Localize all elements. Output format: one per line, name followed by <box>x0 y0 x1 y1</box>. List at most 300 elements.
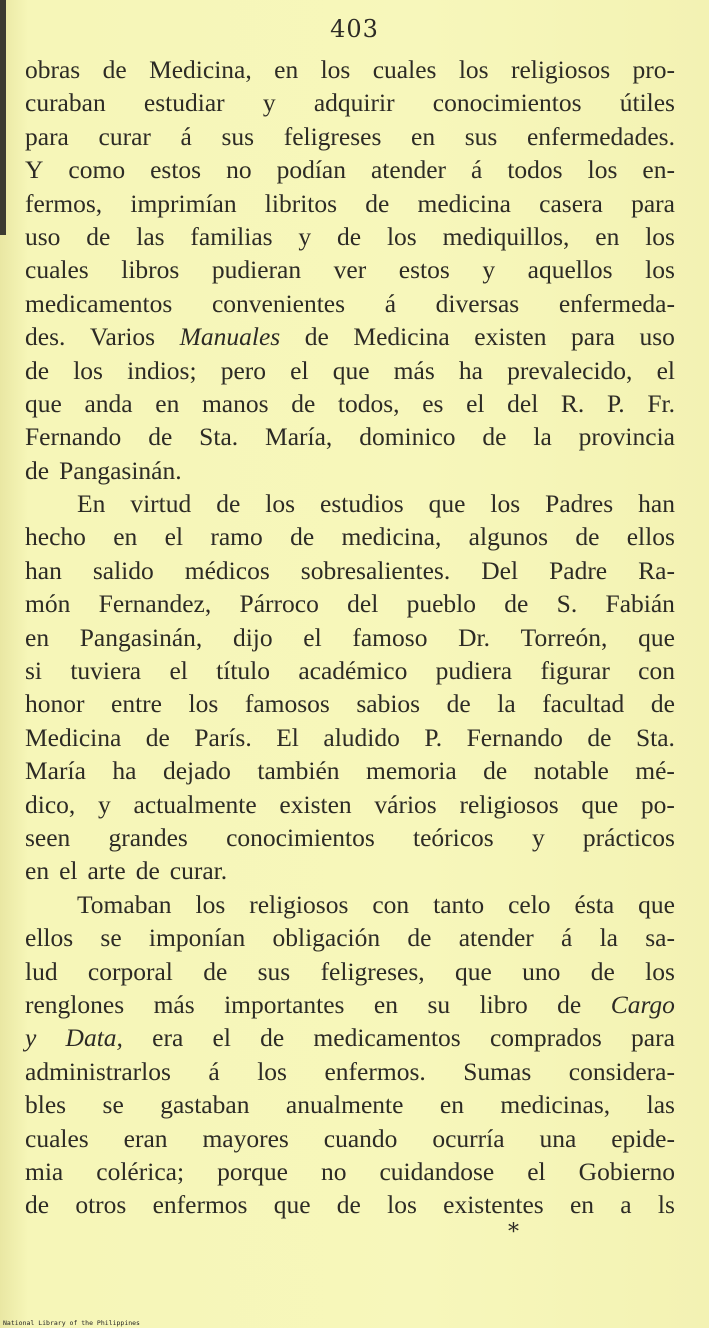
word: los <box>265 489 296 519</box>
word: religiosos <box>249 889 349 919</box>
word: hecho <box>25 522 86 552</box>
word: Gobierno <box>578 1156 675 1186</box>
text-line <box>25 1155 675 1188</box>
word: su <box>427 989 451 1019</box>
word: de <box>102 55 127 84</box>
word: para <box>631 188 675 218</box>
word: medicamentos <box>313 1023 461 1053</box>
text-line <box>25 1122 675 1155</box>
word: si <box>25 656 43 686</box>
word: Sumas <box>463 1056 532 1086</box>
word: conocimientos <box>432 88 582 118</box>
word: prácticos <box>582 822 675 852</box>
word: comprados <box>489 1023 602 1053</box>
word: uno <box>522 956 561 986</box>
word: de <box>291 388 316 418</box>
word: de <box>336 1190 361 1220</box>
word: cuales <box>372 55 437 84</box>
word: estos <box>398 255 450 285</box>
word: dico, <box>25 789 76 819</box>
text-line <box>25 320 675 353</box>
word: Torreón, <box>520 622 608 652</box>
word: pudiera <box>435 656 513 686</box>
word: es <box>422 388 444 418</box>
italic-word: y <box>25 1023 37 1053</box>
text-line <box>25 1055 675 1088</box>
word: ha <box>458 355 483 385</box>
word: de <box>290 522 315 552</box>
word: convenientes <box>211 288 346 318</box>
word: con <box>372 889 410 919</box>
word: que <box>25 388 62 418</box>
word: para <box>25 121 69 151</box>
page-number: 403 <box>330 15 379 43</box>
word: en <box>155 388 180 418</box>
word: honor <box>25 689 85 719</box>
word: y <box>482 255 496 285</box>
word: los <box>645 255 675 285</box>
word: curar. <box>169 856 228 886</box>
word: medicamentos <box>25 288 173 318</box>
word: María <box>25 756 86 786</box>
word: como <box>68 155 126 185</box>
word: el <box>59 856 78 886</box>
word: á <box>561 923 573 953</box>
word: y <box>98 789 111 819</box>
word: Ra- <box>638 555 675 585</box>
text-line <box>25 587 675 620</box>
word: y <box>298 221 312 251</box>
word: no <box>320 1156 347 1186</box>
word: món <box>25 589 71 619</box>
word: salido <box>92 555 154 585</box>
word: estudios <box>320 489 404 519</box>
word: enfermos. <box>324 1056 426 1086</box>
word: cuales <box>25 1123 89 1153</box>
word: el <box>212 1023 231 1053</box>
word: existen <box>474 322 547 352</box>
word: aludido <box>323 722 400 752</box>
word: los <box>386 221 417 251</box>
word: feligreses <box>283 121 382 151</box>
word: enfermeda- <box>558 288 675 318</box>
word: enfermos <box>152 1190 248 1220</box>
word: la <box>497 689 516 719</box>
word: los <box>587 155 618 185</box>
word: mé- <box>635 756 675 786</box>
word: sabios <box>356 689 421 719</box>
text-line <box>25 287 675 320</box>
word: de <box>483 756 508 786</box>
text-line <box>25 1188 675 1221</box>
italic-word: Cargo <box>610 989 675 1019</box>
word: corporal <box>87 956 173 986</box>
word: útiles <box>619 88 675 118</box>
word: los <box>387 1190 417 1220</box>
word: para <box>571 322 615 352</box>
text-line <box>25 420 675 453</box>
word: cuales <box>25 255 89 285</box>
word: religiosos <box>510 55 611 84</box>
word: lud <box>25 956 58 986</box>
word: a <box>620 1190 632 1220</box>
word: provincia <box>578 422 675 452</box>
word: en <box>274 55 299 84</box>
word: cuando <box>323 1123 398 1153</box>
word: Fr. <box>647 388 675 418</box>
footnote-mark: * <box>508 1220 519 1245</box>
word: ésta <box>574 889 615 919</box>
word: los <box>645 956 675 986</box>
word: Medicina <box>25 722 122 752</box>
word: imponían <box>148 923 246 953</box>
italic-word: Data, <box>65 1023 123 1053</box>
word: gastaban <box>160 1090 250 1120</box>
word: En <box>77 489 106 519</box>
word: religiosos <box>459 789 559 819</box>
word: dijo <box>232 622 273 652</box>
word: en <box>569 1190 595 1220</box>
word: eran <box>123 1123 168 1153</box>
word: sobresalientes. <box>300 555 451 585</box>
word: algunos <box>468 522 548 552</box>
word: de <box>216 489 241 519</box>
word: médicos <box>184 555 270 585</box>
word: uso <box>639 322 675 352</box>
word: el <box>169 656 188 686</box>
word: mayores <box>202 1123 289 1153</box>
word: de <box>337 221 362 251</box>
word: grandes <box>108 822 188 852</box>
word: el <box>290 355 309 385</box>
word: atender <box>458 923 534 953</box>
word: que <box>638 622 675 652</box>
word: á <box>180 121 192 151</box>
word: los <box>257 1056 287 1086</box>
word: más <box>153 989 195 1019</box>
word: R. <box>560 388 585 418</box>
word: obligación <box>272 923 381 953</box>
word: enfermedades. <box>526 121 675 151</box>
word: á <box>384 288 397 318</box>
word: vários <box>374 789 437 819</box>
word: á <box>208 1056 220 1086</box>
word: con <box>638 656 675 686</box>
word: en <box>25 856 50 886</box>
word: en <box>595 221 620 251</box>
word: los <box>458 55 489 84</box>
word: de <box>25 355 50 385</box>
word: memoria <box>366 756 457 786</box>
word: Pangasinán. <box>59 455 182 485</box>
word: diversas <box>435 288 520 318</box>
word: que <box>454 956 492 986</box>
word: Sta. <box>199 422 239 452</box>
word: en <box>373 989 398 1019</box>
word: que <box>273 1190 311 1220</box>
word: actualmente <box>133 789 257 819</box>
word: en <box>25 622 50 652</box>
word: más <box>393 355 435 385</box>
body-text <box>25 53 675 1222</box>
word: dominico <box>359 422 456 452</box>
word: Fernando <box>466 722 563 752</box>
word: de <box>365 188 390 218</box>
word: tuviera <box>70 656 142 686</box>
text-line <box>25 654 675 687</box>
word: académico <box>298 656 408 686</box>
word: Del <box>481 555 519 585</box>
word: los <box>645 221 675 251</box>
word: famoso <box>352 622 428 652</box>
word: El <box>276 722 299 752</box>
word: los <box>320 55 351 84</box>
text-line <box>25 86 675 119</box>
word: el <box>656 355 675 385</box>
word: porque <box>217 1156 288 1186</box>
word: en <box>411 121 436 151</box>
word: en- <box>642 155 675 185</box>
word: de <box>135 856 160 886</box>
word: el <box>164 522 184 552</box>
text-line <box>25 1088 675 1121</box>
word: anda <box>84 388 133 418</box>
word: de <box>260 1023 285 1053</box>
word: de <box>407 923 432 953</box>
word: las <box>136 221 165 251</box>
word: mia <box>25 1156 64 1186</box>
word: las <box>646 1090 675 1120</box>
word: pero <box>220 355 267 385</box>
word: aquellos <box>527 255 613 285</box>
text-line <box>25 1021 675 1054</box>
word: notable <box>533 756 609 786</box>
word: los <box>73 355 103 385</box>
word: Sta. <box>635 722 675 752</box>
word: ocurría <box>432 1123 505 1153</box>
word: P. <box>606 388 625 418</box>
word: sus <box>221 121 255 151</box>
word: de <box>145 722 170 752</box>
text-line <box>25 554 675 587</box>
word: renglones <box>25 989 125 1019</box>
text-line <box>25 53 675 86</box>
word: el <box>466 388 485 418</box>
word: estudiar <box>143 88 225 118</box>
word: los <box>490 489 521 519</box>
word: adquirir <box>313 88 395 118</box>
word: se <box>100 923 122 953</box>
word: á <box>471 155 483 185</box>
word: era <box>152 1023 184 1053</box>
text-line <box>25 354 675 387</box>
word: uso <box>25 221 61 251</box>
word: los <box>195 889 226 919</box>
word: pudieran <box>211 255 302 285</box>
word: manos <box>201 388 269 418</box>
word: Padre <box>549 555 608 585</box>
text-line <box>25 955 675 988</box>
word: que <box>581 789 619 819</box>
word: en <box>439 1090 464 1120</box>
word: y <box>531 822 545 852</box>
word: facultad <box>542 689 625 719</box>
word: familias <box>190 221 273 251</box>
word: curaban <box>25 88 106 118</box>
word: pueblo <box>406 589 476 619</box>
word: P. <box>424 722 443 752</box>
word: figurar <box>540 656 610 686</box>
word: Medicina <box>353 322 450 352</box>
word: de <box>304 322 329 352</box>
word: el <box>303 622 322 652</box>
word: medicina, <box>341 522 442 552</box>
word: una <box>539 1123 577 1153</box>
word: Varios <box>89 322 156 352</box>
word: de <box>650 689 675 719</box>
text-line <box>25 187 675 220</box>
word: Fernando <box>25 422 122 452</box>
word: que <box>332 355 370 385</box>
word: epide- <box>611 1123 675 1153</box>
word: libros <box>121 255 180 285</box>
word: de <box>587 722 612 752</box>
word: Pangasinán, <box>79 622 203 652</box>
word: el <box>527 1156 546 1186</box>
word: María, <box>265 422 333 452</box>
word: libro <box>479 989 528 1019</box>
text-line <box>25 788 675 821</box>
word: de <box>590 956 615 986</box>
word: se <box>102 1090 124 1120</box>
word: que <box>638 889 675 919</box>
word: de <box>482 422 507 452</box>
text-line <box>25 153 675 186</box>
word: seen <box>25 822 71 852</box>
word: virtud <box>130 489 192 519</box>
word: del <box>347 589 379 619</box>
word: Párroco <box>239 589 319 619</box>
word: de <box>446 689 471 719</box>
text-line <box>25 721 675 754</box>
text-line <box>25 821 675 854</box>
word: fermos, <box>25 188 103 218</box>
word: medicina <box>417 188 511 218</box>
word: colérica; <box>96 1156 185 1186</box>
word: S. <box>556 589 578 619</box>
word: sus <box>257 956 291 986</box>
word: de <box>203 956 228 986</box>
word: Dr. <box>458 622 490 652</box>
word: bles <box>25 1090 67 1120</box>
word: Fabián <box>605 589 675 619</box>
word: atender <box>370 155 447 185</box>
word: para <box>631 1023 675 1053</box>
word: tanto <box>433 889 485 919</box>
word: importantes <box>224 989 345 1019</box>
word: considera- <box>568 1056 675 1086</box>
word: casera <box>539 188 603 218</box>
word: todos <box>507 155 563 185</box>
word: ellos <box>25 923 74 953</box>
word: dejado <box>162 756 231 786</box>
word: Fernandez, <box>98 589 212 619</box>
word: sa- <box>645 923 675 953</box>
word: ha <box>112 756 137 786</box>
word: de <box>575 522 600 552</box>
word: del <box>507 388 539 418</box>
word: administrarlos <box>25 1056 171 1086</box>
word: los <box>188 689 219 719</box>
word: Y <box>25 155 44 185</box>
text-line <box>25 454 675 487</box>
text-line <box>25 754 675 787</box>
word: en <box>113 522 138 552</box>
text-line <box>25 854 675 887</box>
text-line <box>25 253 675 286</box>
word: libritos <box>264 188 338 218</box>
word: ver <box>333 255 367 285</box>
word: la <box>599 923 618 953</box>
word: sus <box>464 121 498 151</box>
word: celo <box>508 889 551 919</box>
word: ramo <box>210 522 263 552</box>
word: de <box>557 989 582 1019</box>
word: existen <box>279 789 352 819</box>
text-line <box>25 220 675 253</box>
word: de <box>86 221 111 251</box>
word: anualmente <box>285 1090 404 1120</box>
word: teóricos <box>413 822 494 852</box>
text-line <box>25 988 675 1021</box>
word: que <box>428 489 466 519</box>
word: imprimían <box>130 188 237 218</box>
word: París. <box>194 722 252 752</box>
word: también <box>257 756 340 786</box>
text-line <box>25 888 675 921</box>
word: podían <box>276 155 346 185</box>
word: de <box>25 455 50 485</box>
word: Medicina, <box>149 55 252 84</box>
word: todos, <box>337 388 400 418</box>
word: arte <box>87 856 126 886</box>
word: de <box>25 1190 50 1220</box>
word: de <box>148 422 173 452</box>
text-line <box>25 387 675 420</box>
word: mediquillos, <box>442 221 570 251</box>
word: cuidandose <box>379 1156 495 1186</box>
word: título <box>216 656 271 686</box>
text-line <box>25 487 675 520</box>
text-line <box>25 621 675 654</box>
word: estos <box>150 155 202 185</box>
word: no <box>226 155 252 185</box>
word: curar <box>98 121 151 151</box>
word: Tomaban <box>77 889 172 919</box>
text-line <box>25 921 675 954</box>
word: ellos <box>626 522 675 552</box>
word: conocimientos <box>226 822 375 852</box>
text-line <box>25 687 675 720</box>
word: po- <box>640 789 675 819</box>
word: la <box>533 422 552 452</box>
word: han <box>25 555 62 585</box>
library-credit: National Library of the Philippines <box>3 1319 140 1327</box>
word: indios; <box>127 355 197 385</box>
word: prevalecido, <box>507 355 633 385</box>
word: famosos <box>244 689 330 719</box>
text-line <box>25 120 675 153</box>
